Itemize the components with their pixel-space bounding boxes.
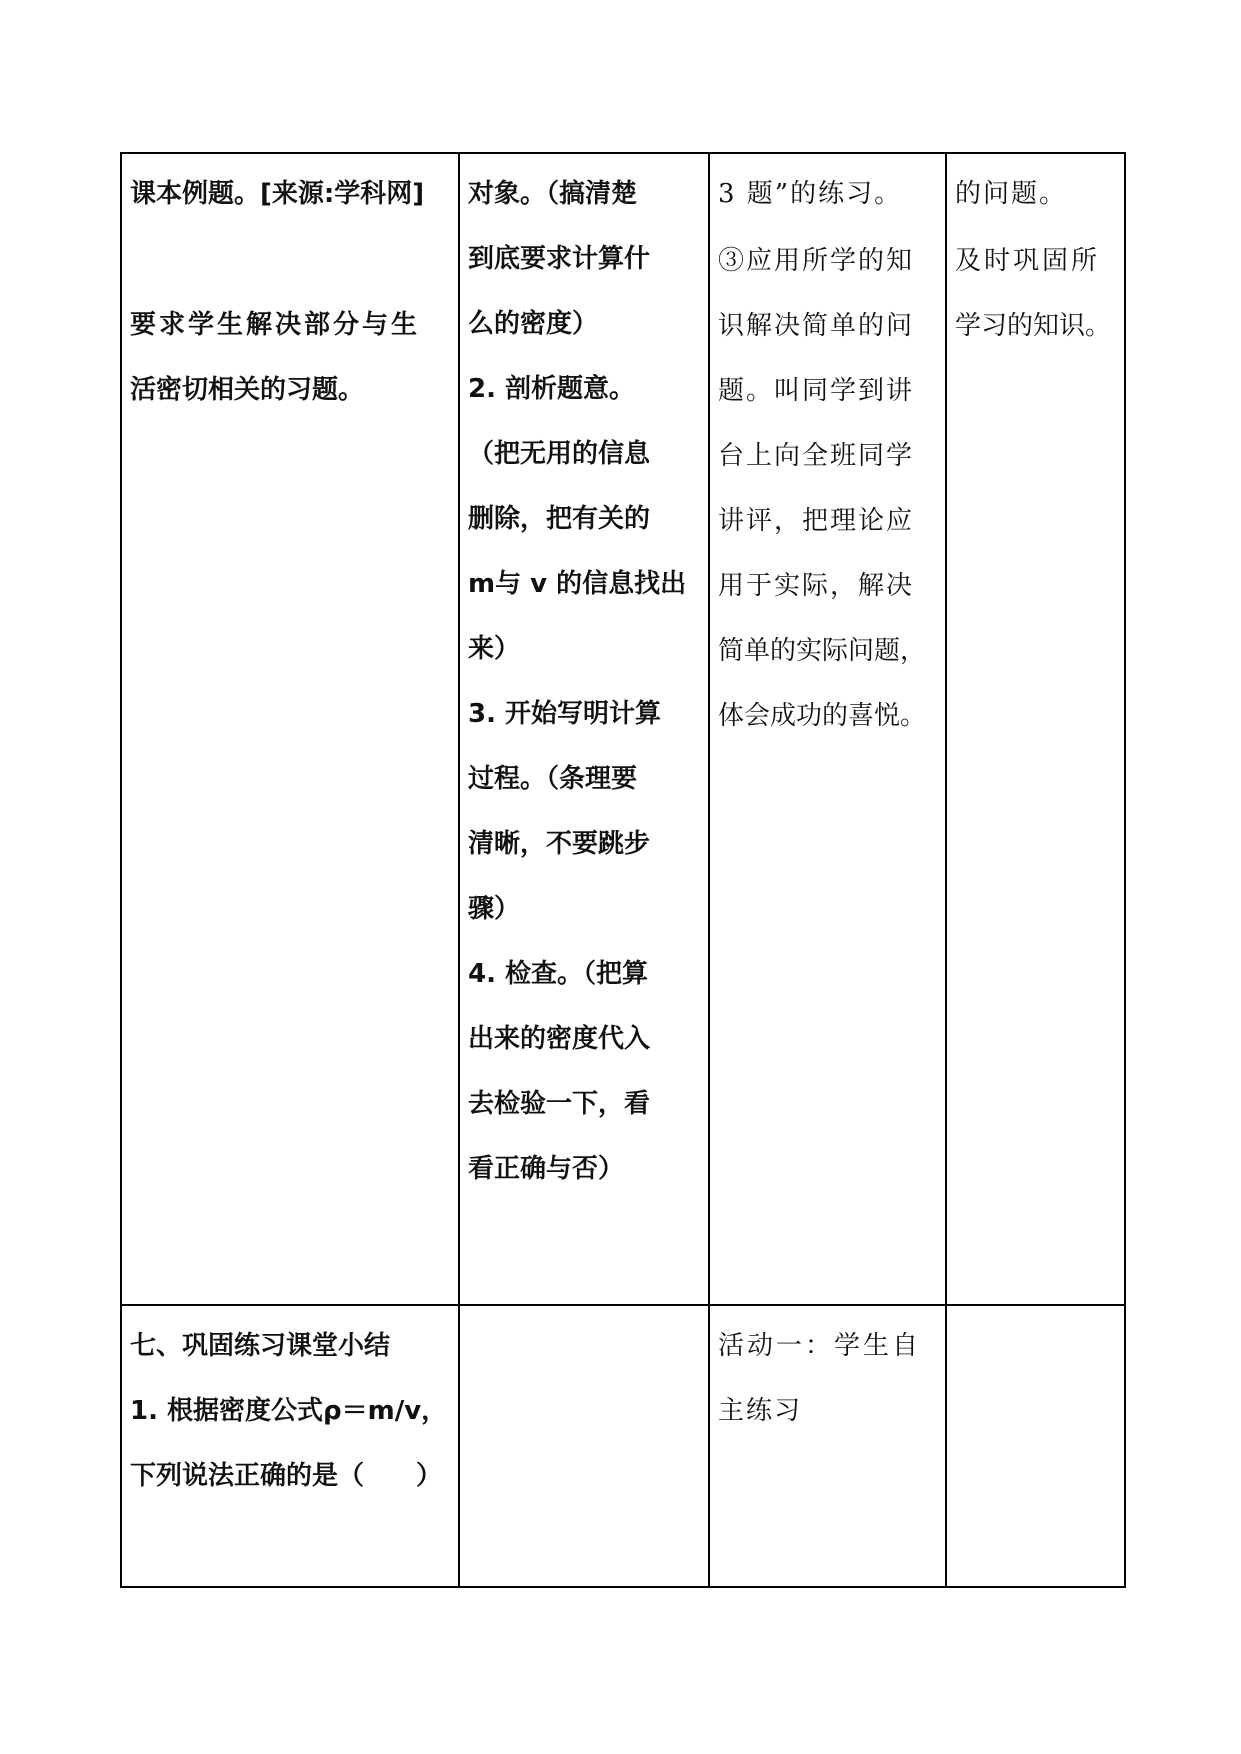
step-line: 清晰，不要跳步 bbox=[468, 829, 651, 859]
column-divider-3 bbox=[945, 152, 947, 1588]
requirement-text-line1: 要求学生解决部分与生 bbox=[130, 310, 421, 340]
table-border-top bbox=[120, 152, 1126, 154]
activity-line: 用于实际，解决 bbox=[718, 571, 915, 601]
section-heading: 七、巩固练习课堂小结 bbox=[130, 1331, 391, 1361]
row1-col1-cell bbox=[130, 162, 456, 423]
example-text: 课本例题。[来源:学科网] bbox=[130, 179, 425, 209]
purpose-line: 及时巩固所 bbox=[955, 246, 1101, 276]
activity-line: 3 题”的练习。 bbox=[718, 179, 903, 209]
step-3-heading: 3. 开始写明计算 bbox=[468, 699, 662, 729]
activity-line: 识解决简单的问 bbox=[718, 311, 915, 341]
step-line: 看正确与否） bbox=[468, 1154, 625, 1184]
activity-line: 简单的实际问题， bbox=[718, 636, 927, 666]
step-4-heading: 4. 检查。（把算 bbox=[468, 959, 649, 989]
step-line: （把无用的信息 bbox=[468, 439, 651, 469]
row1-col2-cell bbox=[468, 162, 706, 1202]
activity-line: 主练习 bbox=[718, 1396, 803, 1426]
activity-line: 体会成功的喜悦。 bbox=[718, 701, 927, 731]
row1-col4-cell bbox=[955, 162, 1123, 359]
question-line: 1. 根据密度公式ρ＝m/v， bbox=[130, 1396, 448, 1426]
activity-line: 台上向全班同学 bbox=[718, 441, 915, 471]
purpose-line: 的问题。 bbox=[955, 179, 1068, 209]
step-line: 去检验一下，看 bbox=[468, 1089, 651, 1119]
step-line: 么的密度） bbox=[468, 309, 599, 339]
row2-col3-cell bbox=[718, 1314, 943, 1444]
purpose-line: 学习的知识。 bbox=[955, 311, 1112, 341]
step-line: 到底要求计算什 bbox=[468, 244, 651, 274]
table-border-left bbox=[120, 152, 122, 1588]
activity-line: ③应用所学的知 bbox=[718, 246, 915, 276]
table-border-right bbox=[1124, 152, 1126, 1588]
row1-col3-cell bbox=[718, 162, 943, 749]
question-line: 下列说法正确的是（ ） bbox=[130, 1461, 443, 1491]
table-row-divider bbox=[120, 1304, 1126, 1306]
activity-line: 活动一：学生自 bbox=[718, 1331, 922, 1361]
step-line: 来） bbox=[468, 634, 521, 664]
requirement-text-line2: 活密切相关的习题。 bbox=[130, 375, 365, 405]
step-line: 对象。（搞清楚 bbox=[468, 179, 638, 209]
step-2-heading: 2. 剖析题意。 bbox=[468, 374, 636, 404]
activity-line: 讲评，把理论应 bbox=[718, 506, 915, 536]
table-border-bottom bbox=[120, 1586, 1126, 1588]
step-line: m与 v 的信息找出 bbox=[468, 569, 687, 599]
lesson-plan-table bbox=[120, 152, 1126, 1588]
step-line: 骤） bbox=[468, 894, 521, 924]
activity-line: 题。叫同学到讲 bbox=[718, 376, 915, 406]
row2-col1-cell bbox=[130, 1314, 456, 1509]
column-divider-2 bbox=[708, 152, 710, 1588]
column-divider-1 bbox=[458, 152, 460, 1588]
step-line: 过程。（条理要 bbox=[468, 764, 638, 794]
step-line: 出来的密度代入 bbox=[468, 1024, 651, 1054]
step-line: 删除，把有关的 bbox=[468, 504, 651, 534]
